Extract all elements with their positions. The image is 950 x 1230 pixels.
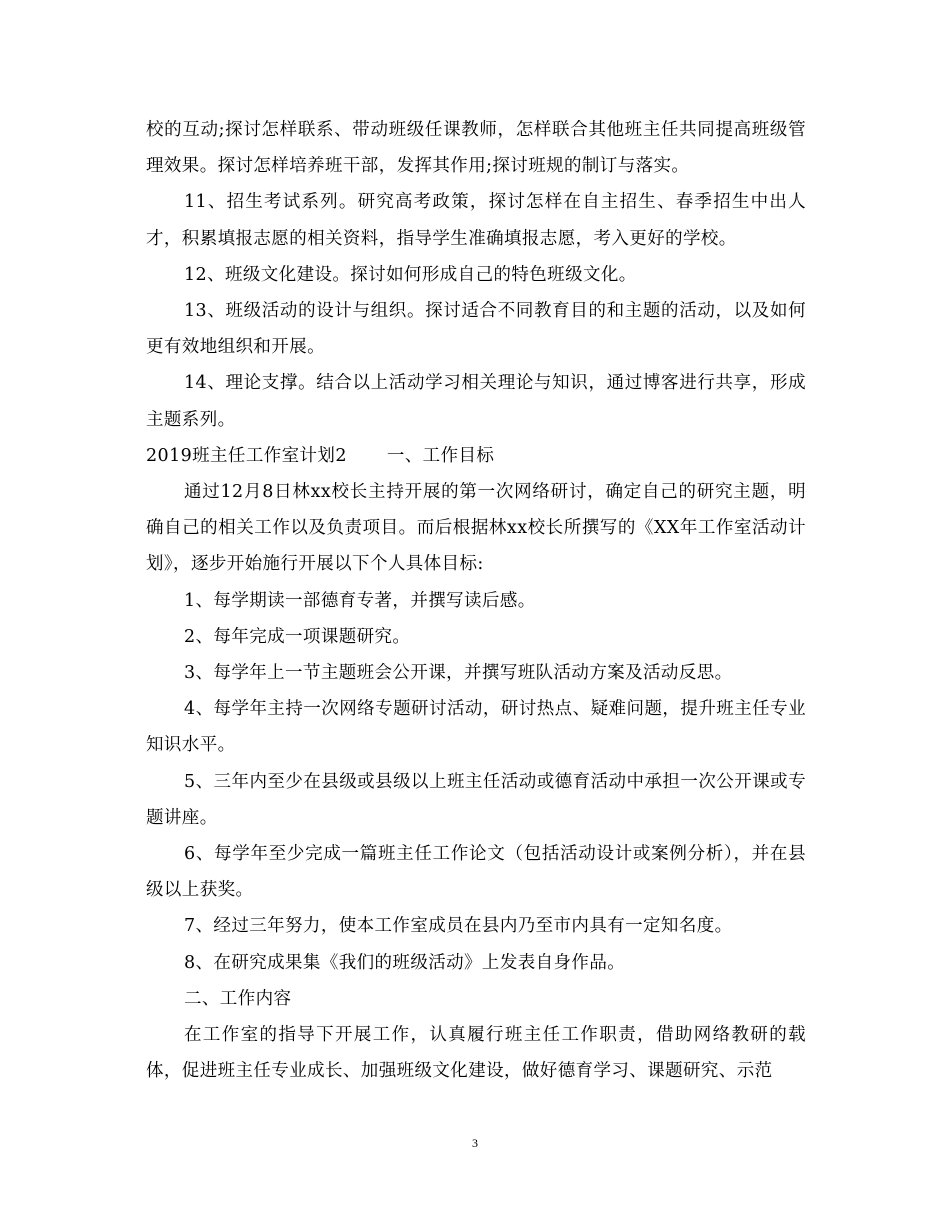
goal-item-7: 7、经过三年努力，使本工作室成员在县内乃至市内具有一定知名度。 xyxy=(184,916,733,937)
list-item-11: 11、招生考试系列。研究高考政策，探讨怎样在自主招生、春季招生中出人才，积累填报志愿的相关资料，指导学生准确填报志愿，考入更好的学校。 xyxy=(146,192,806,249)
goal-item-1: 1、每学期读一部德育专著，并撰写读后感。 xyxy=(184,590,536,611)
section-heading xyxy=(146,438,806,474)
goal-item-4: 4、每学年主持一次网络专题研讨活动，研讨热点、疑难问题，提升班主任专业知识水平。 xyxy=(146,699,806,756)
goal-item-8: 8、在研究成果集《我们的班级活动》上发表自身作品。 xyxy=(184,952,626,973)
section-two-heading: 二、工作内容 xyxy=(184,988,292,1009)
goal-item-2: 2、每年完成一项课题研究。 xyxy=(184,626,411,647)
goal-item-6: 6、每学年至少完成一篇班主任工作论文（包括活动设计或案例分析），并在县级以上获奖。 xyxy=(146,844,806,901)
section-subtitle: 一、工作目标 xyxy=(386,445,495,466)
goal-item-3: 3、每学年上一节主题班会公开课，并撰写班队活动方案及活动反思。 xyxy=(184,663,733,684)
goal-item-5: 5、三年内至少在县级或县级以上班主任活动或德育活动中承担一次公开课或专题讲座。 xyxy=(146,771,806,828)
section-title: 2019班主任工作室计划2 xyxy=(146,445,347,466)
list-item-13: 13、班级活动的设计与组织。探讨适合不同教育目的和主题的活动，以及如何更有效地组织和开展。 xyxy=(146,301,806,358)
paragraph-continuation: 校的互动;探讨怎样联系、带动班级任课教师，怎样联合其他班主任共同提高班级管理效果。探讨怎样培养班干部，发挥其作用;探讨班规的制订与落实。 xyxy=(146,120,806,177)
page-number: 3 xyxy=(472,1136,478,1150)
work-content-paragraph: 在工作室的指导下开展工作，认真履行班主任工作职责，借助网络教研的载体，促进班主任专业成长、加强班级文化建设，做好德育学习、课题研究、示范 xyxy=(146,1025,806,1082)
list-item-12: 12、班级文化建设。探讨如何形成自己的特色班级文化。 xyxy=(184,264,637,285)
document-body xyxy=(146,112,806,1089)
intro-paragraph: 通过12月8日林xx校长主持开展的第一次网络研讨，确定自己的研究主题，明确自己的相关工作以及负责项目。而后根据林xx校长所撰写的《XX年工作室活动计划》，逐步开始施行开展以下个人具体目标: xyxy=(146,482,806,575)
list-item-14: 14、理论支撑。结合以上活动学习相关理论与知识，通过博客进行共享，形成主题系列。 xyxy=(146,373,806,430)
